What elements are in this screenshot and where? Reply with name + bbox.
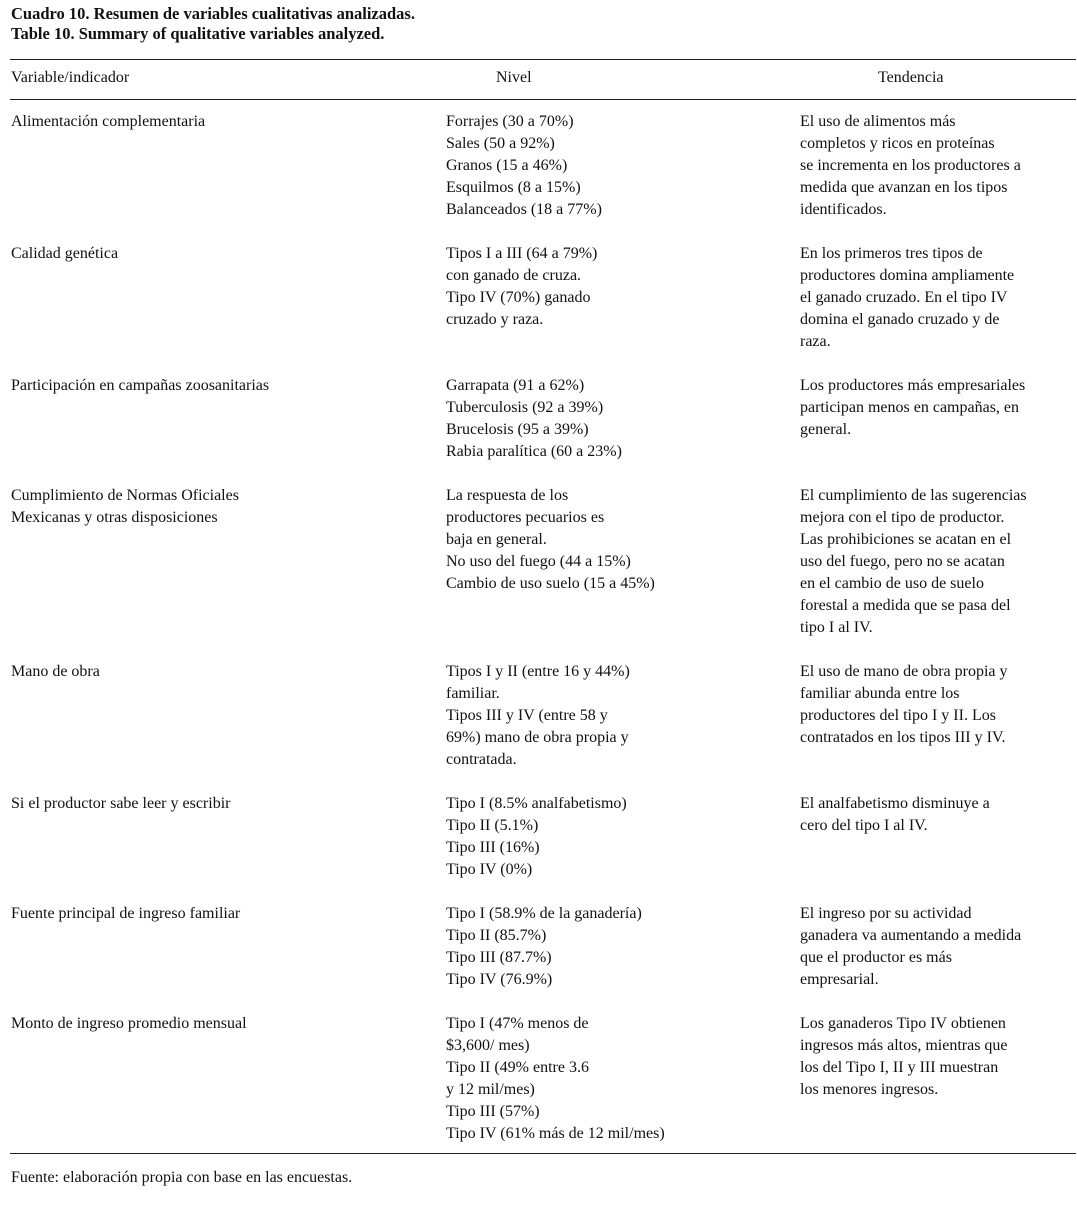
cell-tendencia (800, 903, 1021, 991)
cell-variable (11, 661, 100, 683)
cell-nivel-line: Tipo I (47% menos de (446, 1015, 589, 1032)
cell-tendencia-line: forestal a medida que se pasa del (800, 597, 1011, 614)
cell-nivel-line: cruzado y raza. (446, 311, 544, 328)
cell-tendencia (800, 375, 1025, 441)
cell-tendencia-line: familiar abunda entre los (800, 685, 960, 702)
cell-nivel-line: Tipo III (16%) (446, 839, 540, 856)
cell-tendencia-line: raza. (800, 333, 831, 350)
header-nivel: Nivel (496, 69, 532, 86)
cell-variable-line: Mano de obra (11, 663, 100, 680)
cell-nivel (446, 793, 627, 881)
cell-tendencia-line: uso del fuego, pero no se acatan (800, 553, 1005, 570)
cell-tendencia (800, 793, 990, 837)
cell-tendencia-line: identificados. (800, 201, 887, 218)
cell-tendencia-line: El ingreso por su actividad (800, 905, 972, 922)
cell-tendencia-line: El uso de alimentos más (800, 113, 956, 130)
cell-nivel-line: Esquilmos (8 a 15%) (446, 179, 581, 196)
cell-nivel-line: familiar. (446, 685, 500, 702)
cell-nivel-line: Tipo I (58.9% de la ganadería) (446, 905, 642, 922)
cell-tendencia-line: en el cambio de uso de suelo (800, 575, 984, 592)
header-rule (10, 99, 1076, 100)
table-caption (11, 4, 415, 44)
cell-nivel-line: Tipo III (87.7%) (446, 949, 552, 966)
cell-variable-line: Monto de ingreso promedio mensual (11, 1015, 247, 1032)
cell-nivel-line: Tipo IV (61% más de 12 mil/mes) (446, 1125, 665, 1142)
cell-tendencia-line: El uso de mano de obra propia y (800, 663, 1008, 680)
cell-nivel-line: Balanceados (18 a 77%) (446, 201, 602, 218)
cell-nivel-line: Tipos I y II (entre 16 y 44%) (446, 663, 630, 680)
cell-nivel-line: baja en general. (446, 531, 547, 548)
cell-nivel-line: Tipo II (5.1%) (446, 817, 539, 834)
cell-nivel-line: Tipo IV (70%) ganado (446, 289, 591, 306)
cell-nivel-line: Sales (50 a 92%) (446, 135, 555, 152)
cell-tendencia-line: general. (800, 421, 852, 438)
cell-nivel-line: Cambio de uso suelo (15 a 45%) (446, 575, 655, 592)
cell-tendencia-line: domina el ganado cruzado y de (800, 311, 1000, 328)
top-rule (10, 59, 1076, 60)
cell-nivel-line: Tipos I a III (64 a 79%) (446, 245, 598, 262)
cell-nivel-line: con ganado de cruza. (446, 267, 582, 284)
cell-nivel-line: productores pecuarios es (446, 509, 605, 526)
cell-tendencia-line: Los productores más empresariales (800, 377, 1026, 394)
cell-variable-line: Si el productor sabe leer y escribir (11, 795, 231, 812)
caption-english: Table 10. Summary of qualitative variables analyzed. (11, 24, 385, 43)
cell-nivel-line: 69%) mano de obra propia y (446, 729, 629, 746)
cell-variable-line: Participación en campañas zoosanitarias (11, 377, 270, 394)
cell-nivel (446, 111, 602, 221)
cell-nivel-line: y 12 mil/mes) (446, 1081, 535, 1098)
cell-nivel-line: Tuberculosis (92 a 39%) (446, 399, 604, 416)
cell-nivel (446, 485, 655, 595)
cell-tendencia-line: El analfabetismo disminuye a (800, 795, 990, 812)
cell-variable (11, 375, 269, 397)
cell-tendencia-line: cero del tipo I al IV. (800, 817, 928, 834)
cell-tendencia-line: medida que avanzan en los tipos (800, 179, 1008, 196)
cell-nivel-line: La respuesta de los (446, 487, 569, 504)
cell-tendencia-line: contratados en los tipos III y IV. (800, 729, 1006, 746)
caption-spanish: Cuadro 10. Resumen de variables cualitativas analizadas. (11, 4, 415, 23)
cell-tendencia-line: participan menos en campañas, en (800, 399, 1020, 416)
cell-tendencia (800, 1013, 1008, 1101)
cell-variable (11, 793, 230, 815)
cell-tendencia-line: ingresos más altos, mientras que (800, 1037, 1008, 1054)
cell-nivel-line: Tipo IV (0%) (446, 861, 533, 878)
cell-nivel-line: Tipos III y IV (entre 58 y (446, 707, 608, 724)
cell-tendencia-line: mejora con el tipo de productor. (800, 509, 1005, 526)
cell-nivel (446, 661, 630, 771)
cell-nivel-line: Tipo IV (76.9%) (446, 971, 553, 988)
cell-tendencia-line: que el productor es más (800, 949, 952, 966)
cell-tendencia-line: En los primeros tres tipos de (800, 245, 983, 262)
bottom-rule (10, 1153, 1076, 1154)
cell-tendencia-line: productores domina ampliamente (800, 267, 1015, 284)
cell-tendencia-line: los menores ingresos. (800, 1081, 939, 1098)
cell-tendencia-line: ganadera va aumentando a medida (800, 927, 1022, 944)
cell-nivel-line: Garrapata (91 a 62%) (446, 377, 585, 394)
cell-tendencia-line: Los ganaderos Tipo IV obtienen (800, 1015, 1006, 1032)
cell-variable-line: Mexicanas y otras disposiciones (11, 509, 218, 526)
source-note: Fuente: elaboración propia con base en las encuestas. (11, 1169, 353, 1186)
cell-tendencia (800, 243, 1014, 353)
cell-variable (11, 111, 205, 133)
cell-tendencia-line: tipo I al IV. (800, 619, 873, 636)
cell-nivel-line: Tipo I (8.5% analfabetismo) (446, 795, 627, 812)
cell-nivel (446, 375, 622, 463)
cell-tendencia-line: completos y ricos en proteínas (800, 135, 995, 152)
cell-tendencia-line: productores del tipo I y II. Los (800, 707, 996, 724)
cell-nivel (446, 1013, 665, 1145)
cell-tendencia-line: El cumplimiento de las sugerencias (800, 487, 1027, 504)
cell-nivel-line: Tipo III (57%) (446, 1103, 540, 1120)
cell-tendencia (800, 111, 1021, 221)
cell-tendencia (800, 485, 1027, 639)
cell-tendencia-line: se incrementa en los productores a (800, 157, 1021, 174)
cell-tendencia-line: Las prohibiciones se acatan en el (800, 531, 1012, 548)
cell-variable (11, 485, 239, 529)
cell-tendencia-line: los del Tipo I, II y III muestran (800, 1059, 999, 1076)
cell-variable-line: Alimentación complementaria (11, 113, 206, 130)
cell-variable (11, 903, 240, 925)
cell-nivel-line: Tipo II (85.7%) (446, 927, 547, 944)
cell-nivel-line: No uso del fuego (44 a 15%) (446, 553, 631, 570)
cell-tendencia-line: el ganado cruzado. En el tipo IV (800, 289, 1008, 306)
header-variable: Variable/indicador (11, 69, 130, 86)
cell-tendencia-line: empresarial. (800, 971, 879, 988)
cell-nivel (446, 903, 642, 991)
cell-nivel (446, 243, 597, 331)
cell-nivel-line: Brucelosis (95 a 39%) (446, 421, 589, 438)
cell-variable-line: Calidad genética (11, 245, 119, 262)
cell-nivel-line: $3,600/ mes) (446, 1037, 530, 1054)
cell-variable (11, 1013, 247, 1035)
cell-nivel-line: Tipo II (49% entre 3.6 (446, 1059, 589, 1076)
header-tendencia: Tendencia (878, 69, 944, 86)
cell-nivel-line: Granos (15 a 46%) (446, 157, 568, 174)
cell-tendencia (800, 661, 1008, 749)
cell-variable-line: Cumplimiento de Normas Oficiales (11, 487, 239, 504)
cell-variable-line: Fuente principal de ingreso familiar (11, 905, 241, 922)
cell-nivel-line: contratada. (446, 751, 517, 768)
cell-variable (11, 243, 118, 265)
cell-nivel-line: Forrajes (30 a 70%) (446, 113, 574, 130)
cell-nivel-line: Rabia paralítica (60 a 23%) (446, 443, 622, 460)
